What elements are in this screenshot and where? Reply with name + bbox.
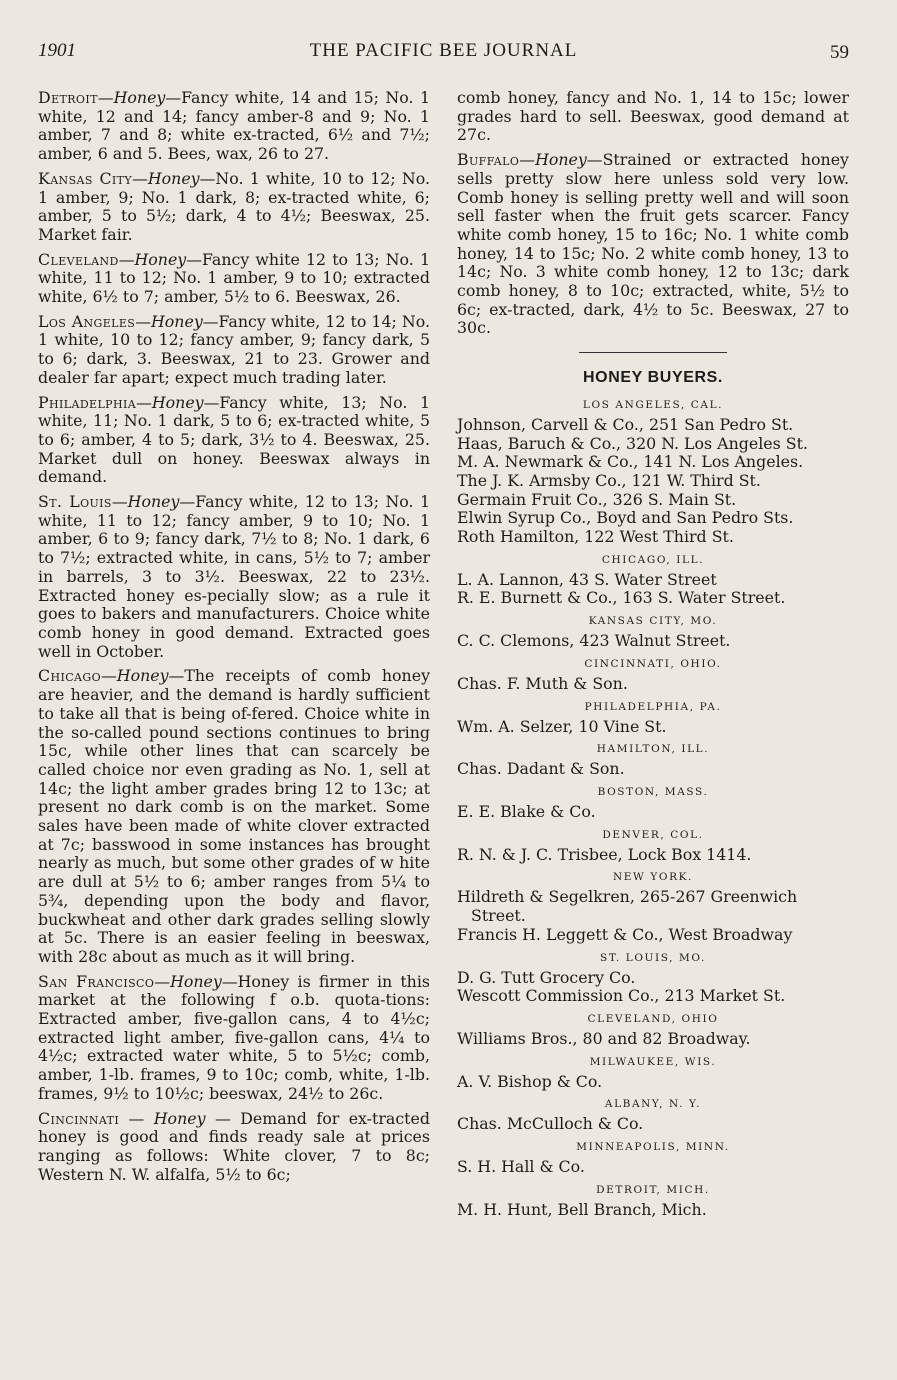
report-text: Fancy white 12 to 13; No. 1 white, 11 to 12; No. 1 amber, 9 to 10; extracted white, 6½ to 7; amber, 5½ to 6. Beeswax, 26. xyxy=(38,249,430,307)
report-city: Kansas City xyxy=(38,168,133,188)
report-city: Los Angeles xyxy=(38,311,136,331)
buyer-entry: Chas. McCulloch & Co. xyxy=(457,1114,644,1134)
buyer-entry: L. A. Lannon, 43 S. Water Street xyxy=(457,569,717,589)
buyer-location-heading: CINCINNATI, OHIO. xyxy=(584,657,722,670)
report-commodity: Honey xyxy=(170,971,222,991)
buyer-entry: R. N. & J. C. Trisbee, Lock Box 1414. xyxy=(457,844,752,864)
buyer-location-heading: HAMILTON, ILL. xyxy=(596,743,710,756)
honey-buyers-heading: HONEY BUYERS. xyxy=(583,369,723,387)
report-commodity: Honey xyxy=(151,311,203,331)
journal-title: THE PACIFIC BEE JOURNAL xyxy=(309,40,578,61)
page-number: 59 xyxy=(830,42,849,63)
buyer-location-heading: LOS ANGELES, CAL. xyxy=(582,398,724,411)
buyer-location-heading: ST. LOUIS, MO. xyxy=(600,951,706,964)
cincinnati-report-continued: comb honey, fancy and No. 1, 14 to 15c; lower grades hard to sell. Beeswax, good demand at 27c. xyxy=(457,88,849,145)
buyer-location-heading: CHICAGO, ILL. xyxy=(601,553,705,566)
buyer-entry: Hildreth & Segelkren, 265-267 Greenwich Street. xyxy=(457,887,798,926)
buyers-directory xyxy=(457,398,849,1220)
section-divider xyxy=(579,352,727,353)
report-city: San Francisco xyxy=(38,971,155,991)
market-report-cleveland: Cleveland—Honey—Fancy white 12 to 13; No. 1 white, 11 to 12; No. 1 amber, 9 to 10; extracted white, 6½ to 7; amber, 5½ to 6. Beeswax, 26. xyxy=(38,249,430,307)
report-city: St. Louis xyxy=(38,492,112,512)
buyer-entry: Wm. A. Selzer, 10 Vine St. xyxy=(457,716,667,736)
buyer-location-heading: PHILADELPHIA, PA. xyxy=(584,700,722,713)
buyer-location-heading: MINNEAPOLIS, MINN. xyxy=(576,1141,730,1154)
market-report-philadelphia: Philadelphia—Honey—Fancy white, 13; No. 1 white, 11; No. 1 dark, 5 to 6; ex-tracted white, 5 to 6; amber, 4 to 5; dark, 3½ to 4. Beeswax, 25. Market dull on honey. Beeswax always in demand. xyxy=(38,392,430,487)
buyer-entry: S. H. Hall & Co. xyxy=(457,1157,585,1177)
buyer-location-heading: DETROIT, MICH. xyxy=(596,1183,710,1196)
report-city: Philadelphia xyxy=(38,392,137,412)
buyer-entry: A. V. Bishop & Co. xyxy=(457,1071,603,1091)
report-commodity: Honey xyxy=(153,1108,206,1128)
buyer-entry: R. E. Burnett & Co., 163 S. Water Street. xyxy=(457,588,786,608)
buyer-entry: Johnson, Carvell & Co., 251 San Pedro St. xyxy=(457,414,794,434)
buyer-entry: Elwin Syrup Co., Boyd and San Pedro Sts. xyxy=(457,508,794,528)
report-commodity: Honey xyxy=(113,88,166,107)
report-commodity: Honey xyxy=(134,249,187,269)
buyer-entry: Chas. F. Muth & Son. xyxy=(457,673,628,693)
report-city: Buffalo xyxy=(457,150,520,170)
report-commodity: Honey xyxy=(116,666,169,686)
report-text: Honey is firmer in this market at the following f o.b. quota-tions: Extracted amber, five-gallon cans, 4 to 4½c; extracted light amber, five-gallon cans, 4¼ to 4½c; extracted water white, 5 to 5½c; comb, amber, 1-lb. frames, 9 to 10c; comb, white, 1-lb. frames, 9½ to 10½c; beeswax, 24½ to 26c. xyxy=(38,971,431,1103)
buyer-entry: Haas, Baruch & Co., 320 N. Los Angeles St. xyxy=(457,433,808,453)
buyer-entry: E. E. Blake & Co. xyxy=(457,801,596,821)
report-commodity: Honey xyxy=(127,492,180,512)
buyer-location-heading: KANSAS CITY, MO. xyxy=(588,615,718,628)
report-text: — Demand for ex-tracted honey is good and finds ready sale at prices ranging as follows: White clover, 7 to 8c; Western N. W. alfalfa, 5½ to 6c; xyxy=(38,1108,430,1184)
report-text: Fancy white, 14 and 15; No. 1 white, 12 and 14; fancy amber-8 and 9; No. 1 amber, 7 and 8; white ex-tracted, 6½ and 7½; amber, 6 and 5. Bees, wax, 26 to 27. xyxy=(38,88,430,164)
buyer-entry: Francis H. Leggett & Co., West Broadway xyxy=(457,924,793,944)
report-city: Cincinnati xyxy=(38,1108,120,1128)
buyer-location-heading: ALBANY, N. Y. xyxy=(604,1098,702,1111)
buyer-location-heading: DENVER, COL. xyxy=(602,828,704,841)
buyer-entry: Wescott Commission Co., 213 Market St. xyxy=(457,986,786,1006)
buyer-entry: Chas. Dadant & Son. xyxy=(457,759,625,779)
page-header xyxy=(38,40,849,70)
buyer-location-heading: MILWAUKEE, WIS. xyxy=(589,1055,717,1068)
market-report-cincinnati: Cincinnati — Honey — Demand for ex-tracted honey is good and finds ready sale at prices ranging as follows: White clover, 7 to 8c; Western N. W. alfalfa, 5½ to 6c; xyxy=(38,1108,430,1184)
buyer-entry: M. A. Newmark & Co., 141 N. Los Angeles. xyxy=(457,452,804,472)
report-city: Cleveland xyxy=(38,249,119,269)
market-report-st-louis: St. Louis—Honey—Fancy white, 12 to 13; No. 1 white, 11 to 12; fancy amber, 9 to 10; No. 1 amber, 6 to 9; fancy dark, 7½ to 8; No. 1 dark, 6 to 7½; extracted white, in cans, 5½ to 7; amber in barrels, 3 to 3½. Beeswax, 22 to 23½. Extracted honey es-pecially slow; as a rule it goes to bakers and manufacturers. Choice white comb honey in good demand. Extracted goes well in October. xyxy=(38,492,430,661)
market-report-detroit: Detroit—Honey—Fancy white, 14 and 15; No. 1 white, 12 and 14; fancy amber-8 and 9; No. 1 amber, 7 and 8; white ex-tracted, 6½ and 7½; amber, 6 and 5. Bees, wax, 26 to 27. xyxy=(38,88,430,164)
buyer-entry: D. G. Tutt Grocery Co. xyxy=(457,967,636,987)
report-text: Fancy white, 13; No. 1 white, 11; No. 1 dark, 5 to 6; ex-tracted white, 5 to 6; amber, 4 to 5; dark, 3½ to 4. Beeswax, 25. Market dull on honey. Beeswax always in demand. xyxy=(38,392,430,487)
report-text: The receipts of comb honey are heavier, and the demand is hardly sufficient to take all that is being of-fered. Choice white in the so-called pound sections continues to bring 15c, while other lines that can scarcely be called choice nor even grading as No. 1, sell at 14c; the light amber grades bring 12 to 13c; at present no dark comb is on the market. Some sales have been made of white clover extracted at 7c; basswood in some instances has brought nearly as much, but some other grades of w hite are dull at 5½ to 6; amber ranges from 5¼ to 5¾, depending upon the body and flavor, buckwheat and other dark grades selling slowly at 5c. There is an easier feeling in beeswax, with 28c about as much as it will bring. xyxy=(38,666,430,966)
buyer-location-heading: BOSTON, MASS. xyxy=(597,785,709,798)
market-report-los-angeles: Los Angeles—Honey—Fancy white, 12 to 14; No. 1 white, 10 to 12; fancy amber, 9; fancy dark, 5 to 6; dark, 3. Beeswax, 21 to 23. Grower and dealer far apart; expect much trading later. xyxy=(38,311,430,387)
market-report-chicago: Chicago—Honey—The receipts of comb honey are heavier, and the demand is hardly sufficient to take all that is being of-fered. Choice white in the so-called pound sections continues to bring 15c, while other lines that can scarcely be called choice nor even grading as No. 1, sell at 14c; the light amber grades bring 12 to 13c; at present no dark comb is on the market. Some sales have been made of white clover extracted at 7c; basswood in some instances has brought nearly as much, but some other grades of w hite are dull at 5½ to 6; amber ranges from 5¼ to 5¾, depending upon the body and flavor, buckwheat and other dark grades selling slowly at 5c. There is an easier feeling in beeswax, with 28c about as much as it will bring. xyxy=(38,666,430,966)
report-commodity: Honey xyxy=(147,168,200,188)
report-city: Chicago xyxy=(38,666,101,686)
report-commodity: Honey xyxy=(151,392,204,412)
buyer-entry: C. C. Clemons, 423 Walnut Street. xyxy=(457,631,731,651)
report-text: Fancy white, 12 to 14; No. 1 white, 10 to 12; fancy amber, 9; fancy dark, 5 to 6; dark, 3. Beeswax, 21 to 23. Grower and dealer far apart; expect much trading later. xyxy=(38,311,430,387)
buyer-entry: M. H. Hunt, Bell Branch, Mich. xyxy=(457,1199,707,1219)
market-report-kansas-city: Kansas City—Honey—No. 1 white, 10 to 12; No. 1 amber, 9; No. 1 dark, 8; ex-tracted white, 6; amber, 5 to 5½; dark, 4 to 4½; Beeswax, 25. Market fair. xyxy=(38,168,430,244)
report-text: Strained or extracted honey sells pretty slow here unless sold very low. Comb honey is selling pretty well and will soon sell faster when the fruit gets scarcer. Fancy white comb honey, 15 to 16c; No. 1 white comb honey, 14 to 15c; No. 2 white comb honey, 13 to 14c; No. 3 white comb honey, 12 to 13c; dark comb honey, 8 to 10c; extracted, white, 5½ to 6c; ex-tracted, dark, 4½ to 5c. Beeswax, 27 to 30c. xyxy=(457,150,849,338)
buyer-entry: Germain Fruit Co., 326 S. Main St. xyxy=(457,489,737,509)
left-column xyxy=(38,89,430,1190)
report-text: No. 1 white, 10 to 12; No. 1 amber, 9; No. 1 dark, 8; ex-tracted white, 6; amber, 5 to 5½; dark, 4 to 4½; Beeswax, 25. Market fair. xyxy=(38,168,430,244)
buyer-entry: The J. K. Armsby Co., 121 W. Third St. xyxy=(457,470,761,490)
buyer-entry: Roth Hamilton, 122 West Third St. xyxy=(457,527,734,547)
buyer-location-heading: NEW YORK. xyxy=(612,871,693,884)
market-report-san-francisco: San Francisco—Honey—Honey is firmer in this market at the following f o.b. quota-tions: Extracted amber, five-gallon cans, 4 to 4½c; extracted light amber, five-gallon cans, 4¼ to 4½c; extracted water white, 5 to 5½c; comb, amber, 1-lb. frames, 9 to 10c; comb, white, 1-lb. frames, 9½ to 10½c; beeswax, 24½ to 26c. xyxy=(38,971,431,1103)
buyer-entry: Williams Bros., 80 and 82 Broadway. xyxy=(457,1028,751,1048)
buyer-location-heading: CLEVELAND, OHIO xyxy=(587,1012,719,1025)
right-column xyxy=(457,89,849,1219)
report-commodity: Honey xyxy=(535,150,587,170)
market-report-buffalo: Buffalo—Honey—Strained or extracted honey sells pretty slow here unless sold very low. Comb honey is selling pretty well and will soon sell faster when the fruit gets scarcer. Fancy white comb honey, 15 to 16c; No. 1 white comb honey, 14 to 15c; No. 2 white comb honey, 13 to 14c; No. 3 white comb honey, 12 to 13c; dark comb honey, 8 to 10c; extracted, white, 5½ to 6c; ex-tracted, dark, 4½ to 5c. Beeswax, 27 to 30c. xyxy=(457,150,849,338)
report-city: Detroit xyxy=(38,88,98,107)
report-text: Fancy white, 12 to 13; No. 1 white, 11 to 12; fancy amber, 9 to 10; No. 1 amber, 6 to 9; fancy dark, 7½ to 8; No. 1 dark, 6 to 7½; extracted white, in cans, 5½ to 7; amber in barrels, 3 to 3½. Beeswax, 22 to 23½. Extracted honey es-pecially slow; as a rule it goes to bakers and manufacturers. Choice white comb honey in good demand. Extracted goes well in October. xyxy=(38,492,430,661)
issue-year: 1901 xyxy=(38,40,76,61)
